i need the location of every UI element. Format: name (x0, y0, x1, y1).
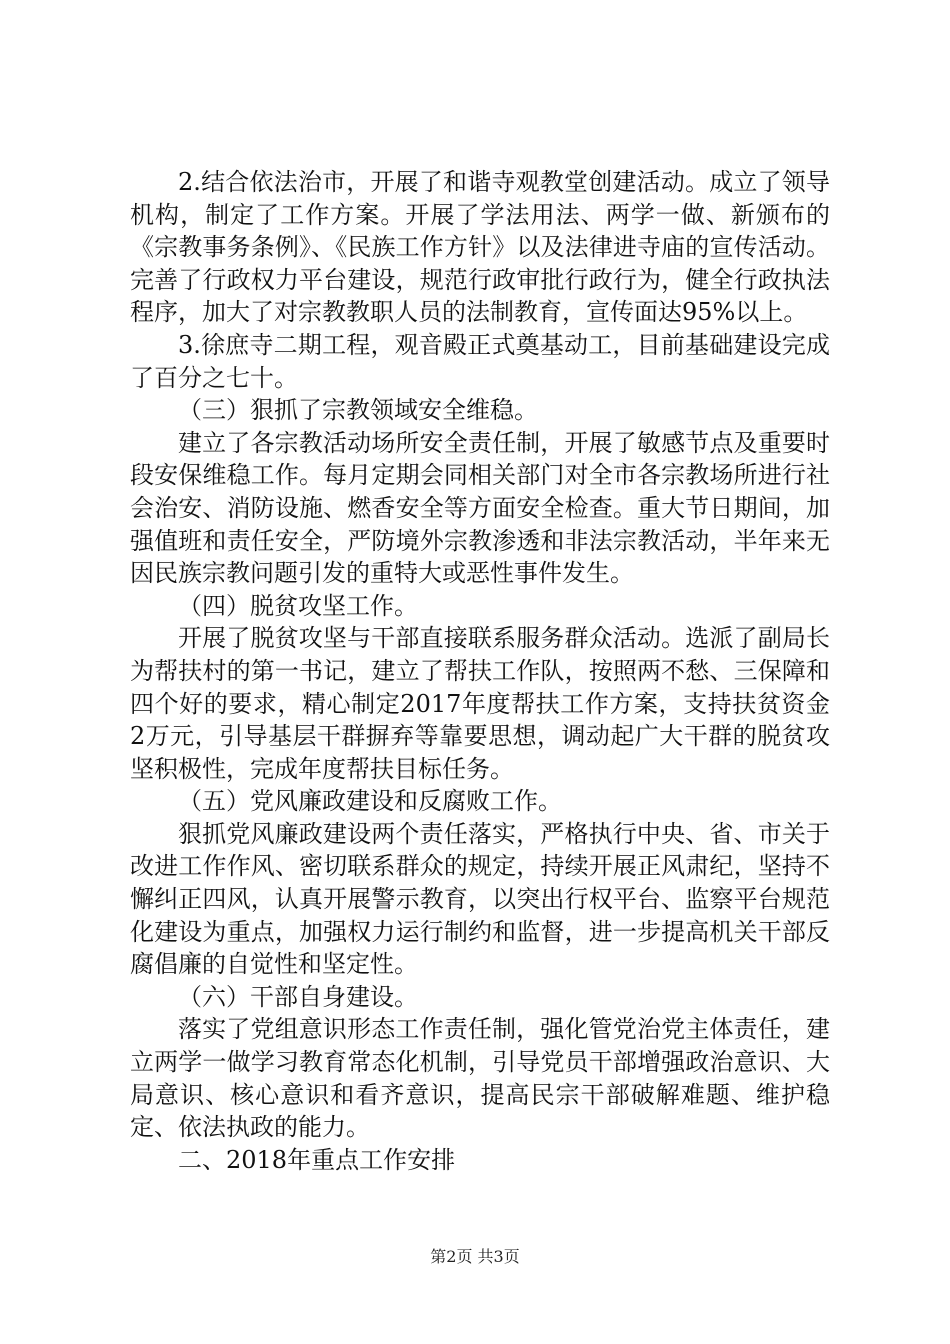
page-footer: 第2页 共3页 (430, 1247, 520, 1266)
paragraph-item-3-temple-project: 3.徐庶寺二期工程，观音殿正式奠基动工，目前基础建设完成了百分之七十。 (130, 330, 830, 392)
paragraph-poverty: 开展了脱贫攻坚与干部直接联系服务群众活动。选派了副局长为帮扶村的第一书记，建立了帮扶工作队，按照两不愁、三保障和四个好的要求，精心制定2017年度帮扶工作方案，支持扶贫资金2万元，引导基层干群摒弃等靠要思想，调动起广大干群的脱贫攻坚积极性，完成年度帮扶目标任务。 (130, 624, 830, 783)
section-heading-poverty: （四）脱贫攻坚工作。 (178, 591, 418, 620)
paragraph-item-2-rule-of-law: 2.结合依法治市，开展了和谐寺观教堂创建活动。成立了领导机构，制定了工作方案。开展了学法用法、两学一做、新颁布的《宗教事务条例》、《民族工作方针》以及法律进寺庙的宣传活动。完善了行政权力平台建设，规范行政审批行政行为，健全行政执法程序，加大了对宗教教职人员的法制教育，宣传面达95%以上。 (130, 168, 830, 327)
paragraph-anti-corruption: 狠抓党风廉政建设两个责任落实，严格执行中央、省、市关于改进工作作风、密切联系群众的规定，持续开展正风肃纪，坚持不懈纠正四风，认真开展警示教育，以突出行权平台、监察平台规范化建设为重点，加强权力运行制约和监督，进一步提高机关干部反腐倡廉的自觉性和坚定性。 (130, 819, 830, 979)
section-heading-2018-plan: 二、2018年重点工作安排 (178, 1145, 456, 1174)
paragraph-security: 建立了各宗教活动场所安全责任制，开展了敏感节点及重要时段安保维稳工作。每月定期会同相关部门对全市各宗教场所进行社会治安、消防设施、燃香安全等方面安全检查。重大节日期间，加强值班和责任安全，严防境外宗教渗透和非法宗教活动，半年来无因民族宗教问题引发的重特大或恶性事件发生。 (130, 428, 830, 588)
document-body (130, 166, 830, 1176)
section-heading-security: （三）狠抓了宗教领域安全维稳。 (178, 396, 538, 425)
paragraph-cadre-building: 落实了党组意识形态工作责任制，强化管党治党主体责任，建立两学一做学习教育常态化机制，引导党员干部增强政治意识、大局意识、核心意识和看齐意识，提高民宗干部破解难题、维护稳定、依法执政的能力。 (130, 1015, 830, 1142)
section-heading-cadre-building: （六）干部自身建设。 (178, 982, 418, 1011)
section-heading-anti-corruption: （五）党风廉政建设和反腐败工作。 (178, 787, 562, 816)
